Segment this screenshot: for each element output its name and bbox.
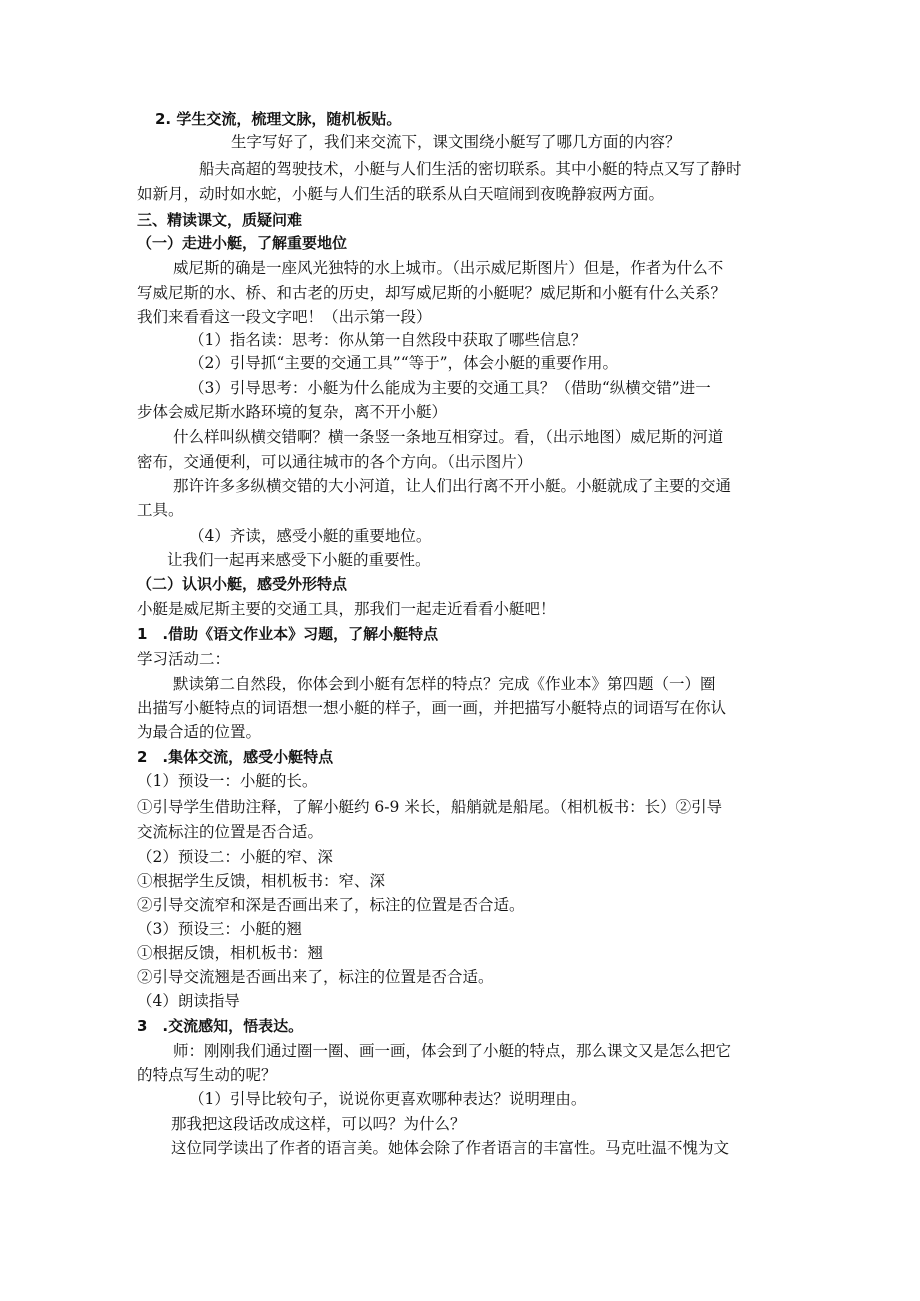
paragraph-line: （4）朗读指导 [137, 992, 240, 1010]
section-heading: （一）走进小艇，了解重要地位 [137, 234, 348, 252]
section-heading: 2 .集体交流，感受小艇特点 [137, 748, 334, 766]
paragraph-line: 我们来看看这一段文字吧！（出示第一段） [137, 308, 432, 326]
paragraph-line: （1）预设一：小艇的长。 [137, 772, 318, 790]
paragraph-line: （3）引导思考：小艇为什么能成为主要的交通工具？（借助“纵横交错”进一 [189, 379, 711, 397]
paragraph-line: 师：刚刚我们通过圈一圈、画一画，体会到了小艇的特点，那么课文又是怎么把它 [173, 1042, 732, 1060]
paragraph-line: 出描写小艇特点的词语想一想小艇的样子，画一画，并把描写小艇特点的词语写在你认 [137, 699, 727, 717]
paragraph-line: 默读第二自然段，你体会到小艇有怎样的特点？完成《作业本》第四题（一）圈 [173, 675, 716, 693]
paragraph-line: 船夫高超的驾驶技术，小艇与人们生活的密切联系。其中小艇的特点又写了静时 [199, 160, 742, 178]
paragraph-line: 什么样叫纵横交错啊？横一条竖一条地互相穿过。看，（出示地图）威尼斯的河道 [173, 428, 724, 446]
paragraph-line: 那我把这段话改成这样，可以吗？为什么？ [171, 1115, 466, 1133]
paragraph-line: （1）指名读：思考：你从第一自然段中获取了哪些信息？ [189, 331, 587, 349]
paragraph-line: 为最合适的位置。 [137, 723, 262, 741]
paragraph-line: 威尼斯的确是一座风光独特的水上城市。（出示威尼斯图片）但是，作者为什么不 [173, 259, 724, 277]
paragraph-line: 密布，交通便利，可以通往城市的各个方向。（出示图片） [137, 453, 533, 471]
paragraph-line: 学习活动二： [137, 650, 231, 668]
paragraph-line: 的特点写生动的呢？ [137, 1066, 277, 1084]
section-heading: 1 .借助《语文作业本》习题，了解小艇特点 [137, 625, 439, 643]
paragraph-line: 如新月，动时如水蛇，小艇与人们生活的联系从白天喧闹到夜晚静寂两方面。 [137, 185, 665, 203]
paragraph-line: 生字写好了，我们来交流下，课文围绕小艇写了哪几方面的内容？ [231, 133, 681, 151]
paragraph-line: 工具。 [137, 501, 184, 519]
paragraph-line: ①根据学生反馈，相机板书：窄、深 [137, 872, 386, 890]
paragraph-line: ②引导交流翘是否画出来了，标注的位置是否合适。 [137, 968, 494, 986]
paragraph-line: ②引导交流窄和深是否画出来了，标注的位置是否合适。 [137, 896, 525, 914]
section-heading: （二）认识小艇，感受外形特点 [137, 575, 348, 593]
paragraph-line: （3）预设三：小艇的翘 [137, 920, 302, 938]
paragraph-line: （4）齐读，感受小艇的重要地位。 [189, 527, 432, 545]
paragraph-line: （2）预设二：小艇的窄、深 [137, 848, 333, 866]
paragraph-line: （1）引导比较句子，说说你更喜欢哪种表达？说明理由。 [189, 1090, 587, 1108]
paragraph-line: 小艇是威尼斯主要的交通工具，那我们一起走近看看小艇吧！ [137, 600, 556, 618]
paragraph-line: 交流标注的位置是否合适。 [137, 823, 324, 841]
paragraph-line: 那许许多多纵横交错的大小河道，让人们出行离不开小艇。小艇就成了主要的交通 [173, 477, 732, 495]
paragraph-line: ①根据反馈，相机板书：翘 [137, 944, 324, 962]
section-heading: 2. 学生交流，梳理文脉，随机板贴。 [155, 110, 402, 128]
paragraph-line: 写威尼斯的水、桥、和古老的历史，却写威尼斯的小艇呢？威尼斯和小艇有什么关系？ [137, 284, 727, 302]
section-heading: 3 .交流感知，悟表达。 [137, 1017, 304, 1035]
paragraph-line: （2）引导抓“主要的交通工具”“等于”，体会小艇的重要作用。 [189, 354, 619, 372]
paragraph-line: 步体会威尼斯水路环境的复杂，离不开小艇） [137, 403, 448, 421]
paragraph-line: 这位同学读出了作者的语言美。她体会除了作者语言的丰富性。马克吐温不愧为文 [171, 1139, 730, 1157]
section-heading: 三、精读课文，质疑问难 [137, 211, 303, 229]
paragraph-line: ①引导学生借助注释，了解小艇约 6-9 米长，船艄就是船尾。（相机板书：长）②引导 [137, 798, 723, 816]
paragraph-line: 让我们一起再来感受下小艇的重要性。 [167, 551, 431, 569]
